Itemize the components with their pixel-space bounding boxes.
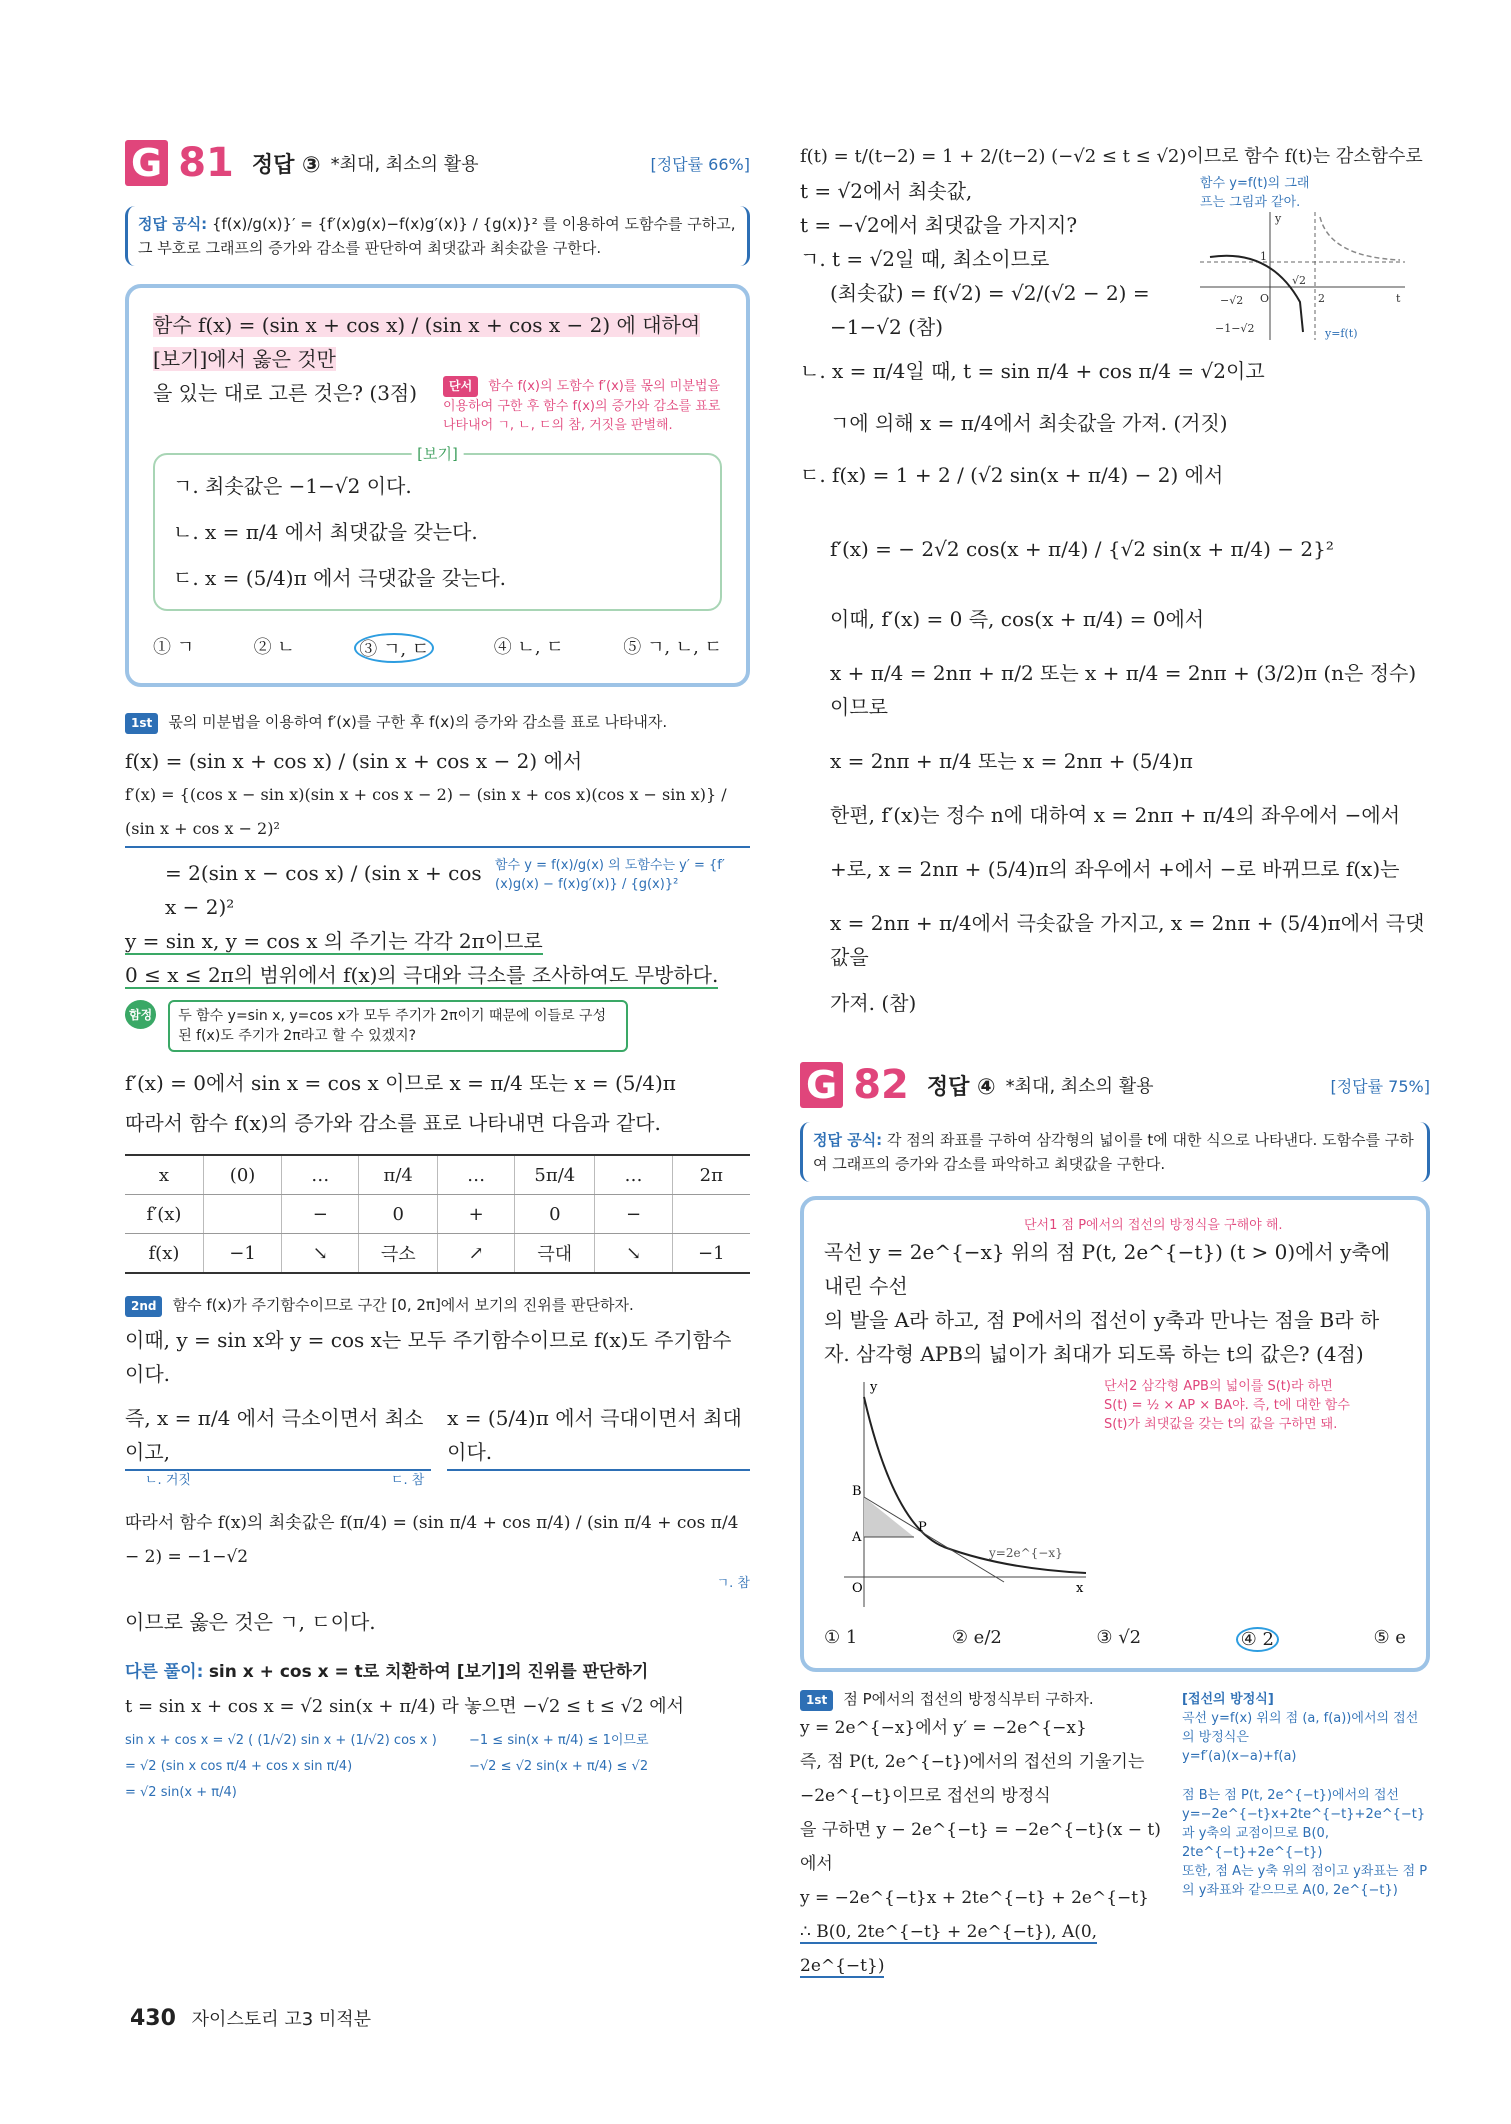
q82-choice-4: ④ 2 [1236,1627,1279,1652]
q81-step2-label: 2nd [125,1296,162,1317]
table-cell: 0 [515,1195,595,1234]
q82-s-l5 [800,1915,1170,1983]
q82-side-4: 또한, 점 A는 y축 위의 점이고 y좌표는 점 P의 y좌표와 같으므로 A(0, 2e^{−t}) [1182,1864,1428,1898]
q81-choice-1: ① ㄱ [153,637,195,658]
r-l6: ㄴ. x = π/4일 때, t = sin π/4 + cos π/4 = √2이고 [800,359,1265,383]
q82-side-2: y=f′(a)(x−a)+f(a) [1182,1749,1297,1764]
q82-step1-label: 1st [800,1690,833,1711]
q81-answer: 정답 ③ [251,152,321,178]
q82-step1-text: 점 P에서의 접선의 방정식부터 구하자. [843,1690,1094,1708]
table-cell: 5π/4 [515,1155,595,1195]
q81-boggi-item-1: ㄱ. 최솟값은 −1−√2 이다. [173,474,412,498]
table-cell: f′(x) [125,1195,203,1234]
table-cell: 0 [359,1195,438,1234]
tick-root2: √2 [1292,274,1307,287]
r-l16: 가져. (참) [830,991,917,1015]
q82-s-l3: 을 구하면 y − 2e^{−t} = −2e^{−t}(x − t)에서 [800,1820,1161,1874]
table-cell: −1 [203,1234,281,1274]
table-cell: −1 [672,1234,750,1274]
q81-number: 81 [178,140,234,186]
q82-formula-text: 각 점의 좌표를 구하여 삼각형의 넓이를 t에 대한 식으로 나타낸다. 도함수를 구하여 그래프의 증가와 감소를 파악하고 최댓값을 구한다. [813,1131,1414,1173]
curve-label: y=2e^{−x} [989,1546,1063,1560]
q82-problem-l3: 자. 삼각형 APB의 넓이가 최대가 되도록 하는 t의 값은? (4점) [824,1342,1364,1366]
q81-s2-tag3: ㄱ. 참 [716,1576,750,1591]
axis-label-t: t [1396,292,1401,305]
q81-s1-l3: = 2(sin x − cos x) / (sin x + cos x − 2)² [165,861,482,919]
q82-formula-label: 정답 공식: [813,1131,883,1149]
q81-problem-box [125,284,750,687]
q82-choices [824,1627,1406,1652]
q81-s2-l4: 따라서 함수 f(x)의 최솟값은 f(π/4) = (sin π/4 + cos π/4) / (sin π/4 + cos π/4 − 2) = −1−√2 [125,1513,739,1567]
q82-side-1: 곡선 y=f(x) 위의 점 (a, f(a))에서의 접선의 방정식은 [1182,1711,1419,1745]
tick-neg-root2: −√2 [1220,294,1244,307]
table-cell: π/4 [359,1155,438,1195]
q81-alt-r2: −√2 ≤ √2 sin(x + π/4) ≤ √2 [469,1759,649,1774]
q81-problem-line1 [153,308,722,376]
point-b-label: B [852,1484,862,1499]
q82-problem-box [800,1196,1430,1672]
q81-hint [125,1000,750,1052]
axis-label-y: y [1275,212,1282,225]
q81-s2-l3 [125,1401,750,1471]
q81-s2-l1: 이때, y = sin x와 y = cos x는 모두 주기함수이므로 f(x)도 주기함수 [125,1328,732,1352]
q81-boggi-box [153,445,722,611]
table-cell: 극대 [515,1234,595,1274]
table-cell: ↘ [282,1234,359,1274]
q82-choice-1: ① 1 [824,1627,858,1648]
q81-formula-label: 정답 공식: [138,215,208,233]
q82-number: 82 [853,1062,909,1108]
q81-s1-l6: f′(x) = 0에서 sin x = cos x 이므로 x = π/4 또는 x = (5/4)π [125,1071,676,1095]
r-graph [1200,212,1410,342]
q81-step2-text: 함수 f(x)가 주기함수이므로 구간 [0, 2π]에서 보기의 진위를 판단하자. [172,1296,634,1314]
q81-step2 [125,1296,750,1317]
q81-choice-2: ② ㄴ [253,637,295,658]
table-cell [672,1195,750,1234]
r-l11: x + π/4 = 2nπ + π/2 또는 x + π/4 = 2nπ + (3/2)π (n은 정수)이므로 [830,661,1417,719]
table-cell: − [595,1195,672,1234]
tick-1: 1 [1260,250,1267,263]
r-l4: ㄱ. t = √2일 때, 최소이므로 [800,247,1050,271]
q81-s1-l2: f′(x) = {(cos x − sin x)(sin x + cos x − 2) − (sin x + cos x)(cos x − sin x)} / (sin x + cos x − 2)² [125,778,750,848]
tangent-line [864,1497,1004,1582]
q81-s1-l4 [125,924,750,958]
r-l7: ㄱ에 의해 x = π/4에서 최솟값을 가져. (거짓) [830,411,1228,435]
q81-clue-label: 단서 [443,376,478,397]
q81-s1-l5-text: 0 ≤ x ≤ 2π의 범위에서 f(x)의 극대와 극소를 조사하여도 무방하다. [125,963,719,987]
q82-sidenotes [1182,1690,1430,1983]
page-number: 430 [130,2006,176,2031]
q81-s2-tag1: ㄴ. 거짓 [145,1473,191,1488]
table-row [125,1155,750,1195]
q82-problem-l2: 의 발을 A라 하고, 점 P에서의 접선이 y축과 만나는 점을 B라 하 [824,1308,1380,1332]
q81-choice-5: ⑤ ㄱ, ㄴ, ㄷ [623,637,722,658]
table-cell: ↗ [438,1234,515,1274]
q81-boggi-item-2: ㄴ. x = π/4 에서 최댓값을 갖는다. [173,520,478,544]
q82-figure [824,1377,1094,1617]
q82-side-title: [접선의 방정식] [1182,1692,1274,1707]
table-cell: ↘ [595,1234,672,1274]
q81-header [125,140,750,186]
r-l9: f′(x) = − 2√2 cos(x + π/4) / {√2 sin(x + π/4) − 2}² [830,537,1334,561]
q81-s1-l4-text: y = sin x, y = cos x 의 주기는 각각 2π이므로 [125,929,543,953]
q81-problem-line2: 을 있는 대로 고른 것은? (3점) [153,381,418,405]
r-l1: f(t) = t/(t−2) = 1 + 2/(t−2) (−√2 ≤ t ≤ √2)이므로 함수 f(t)는 감소함수로 [800,146,1423,167]
q82-s-l5-text: ∴ B(0, 2te^{−t} + 2e^{−t}), A(0, 2e^{−t}) [800,1922,1098,1976]
q81-s2-l3a: 즉, x = π/4 에서 극소이면서 최소이고, [125,1401,431,1471]
tick-origin: O [1260,292,1270,305]
table-cell: (0) [203,1155,281,1195]
q81-alt-range [469,1728,750,1806]
tick-2: 2 [1318,292,1325,305]
table-cell: − [282,1195,359,1234]
q82-side-3: 점 B는 점 P(t, 2e^{−t})에서의 접선 y=−2e^{−t}x+2te^{−t}+2e^{−t}과 y축의 교점이므로 B(0, 2te^{−t}+2e^{−t}) [1182,1788,1426,1860]
r-l12: x = 2nπ + π/4 또는 x = 2nπ + (5/4)π [830,749,1193,773]
q82-clue2-a: 단서2 삼각형 APB의 넓이를 S(t)라 하면 [1104,1379,1333,1394]
q81-s2-tags [125,1471,750,1490]
curve-label: y=f(t) [1325,327,1358,340]
book-title: 자이스토리 고3 미적분 [191,2009,372,2030]
q81-alt-n1: sin x + cos x = √2 ( (1/√2) sin x + (1/√2) cos x ) [125,1733,437,1748]
q82-choice-3: ③ √2 [1096,1627,1142,1648]
table-cell: f(x) [125,1234,203,1274]
q81-alt-label: 다른 풀이: [125,1662,204,1682]
q81-problem-text1: 함수 f(x) = (sin x + cos x) / (sin x + cos x − 2) 에 대하여 [보기]에서 옳은 것만 [153,313,701,371]
table-cell: + [438,1195,515,1234]
left-column [125,140,750,1806]
curve-right [1320,217,1400,260]
q81-s2-l5: 이므로 옳은 것은 ㄱ, ㄷ이다. [125,1610,376,1634]
r-l3: t = −√2에서 최댓값을 가지지? [800,213,1078,237]
q81-formula-expr: {f(x)/g(x)}′ = {f′(x)g(x)−f(x)g′(x)} / {g(x)}² [211,215,538,233]
q81-alt-header [125,1657,750,1682]
q81-alt-r1: −1 ≤ sin(x + π/4) ≤ 1이므로 [469,1733,649,1748]
q81-boggi-item-3: ㄷ. x = (5/4)π 에서 극댓값을 갖는다. [173,566,507,590]
q81-clue [443,376,722,435]
q81-alt-notes [125,1728,455,1806]
q81-s1-l7: 따라서 함수 f(x)의 증가와 감소를 표로 나타내면 다음과 같다. [125,1111,661,1135]
table-cell [203,1195,281,1234]
q82-s-l2: 즉, 점 P(t, 2e^{−t})에서의 접선의 기울기는 −2e^{−t}이므로 접선의 방정식 [800,1752,1145,1806]
point-p-label: P [918,1520,927,1535]
table-row [125,1234,750,1274]
table-row [125,1195,750,1234]
r-l13: 한편, f′(x)는 정수 n에 대하여 x = 2nπ + π/4의 좌우에서 −에서 [830,803,1401,827]
r-l15: x = 2nπ + π/4에서 극솟값을 가지고, x = 2nπ + (5/4)π에서 극댓값을 [830,911,1425,969]
q81-alt-n3: = √2 sin(x + π/4) [125,1785,237,1800]
q81-sign-table [125,1154,750,1274]
q81-choice-4: ④ ㄴ, ㄷ [493,637,564,658]
r-graph-block [1200,174,1420,346]
q82-clue2-c: S(t)가 최댓값을 갖는 t의 값을 구하면 돼. [1104,1417,1338,1432]
q82-step1 [800,1690,1170,1711]
r-graph-note: 함수 y=f(t)의 그래프는 그림과 같아. [1200,176,1310,210]
origin-label: O [852,1581,863,1596]
footer [130,2005,371,2031]
q82-rate: [정답률 75%] [1330,1076,1430,1096]
tick-neg1-root2: −1−√2 [1215,322,1255,335]
q82-clue2 [1104,1377,1406,1617]
q82-answer: 정답 ④ [926,1074,996,1100]
q81-choices [153,633,722,663]
r-l8: ㄷ. f(x) = 1 + 2 / (√2 sin(x + π/4) − 2) 에서 [800,463,1224,487]
q82-clue2-b: S(t) = ½ × AP × BA야. 즉, t에 대한 함수 [1104,1398,1350,1413]
q81-s1-note: 함수 y = f(x)/g(x) 의 도함수는 y′ = {f′(x)g(x) − f(x)g′(x)} / {g(x)}² [495,858,725,892]
q82-formula-box [800,1122,1430,1182]
q81-alt-n2: = √2 (sin x cos π/4 + cos x sin π/4) [125,1759,353,1774]
q81-step1 [125,713,750,734]
r-l14: +로, x = 2nπ + (5/4)π의 좌우에서 +에서 −로 바뀌므로 f(x)는 [830,857,1400,881]
table-cell: … [438,1155,515,1195]
q81-clue-text: 함수 f(x)의 도함수 f′(x)를 몫의 미분법을 이용하여 구한 후 함수 f(x)의 증가와 감소를 표로 나타내어 ㄱ, ㄴ, ㄷ의 참, 거짓을 판별해. [443,379,721,433]
table-cell: … [282,1155,359,1195]
q82-topic: *최대, 최소의 활용 [1005,1076,1154,1097]
q81-formula-text1: 를 이용하여 도함수를 구하고, [542,215,736,233]
right-column [800,140,1430,1983]
q81-s2-l3b: x = (5/4)π 에서 극대이면서 최대이다. [447,1401,750,1471]
r-l5: (최솟값) = f(√2) = √2/(√2 − 2) = −1−√2 (참) [830,281,1150,339]
q82-s-l4: y = −2e^{−t}x + 2te^{−t} + 2e^{−t} [800,1888,1149,1908]
point-a-label: A [852,1530,862,1545]
q82-choice-5: ⑤ e [1373,1627,1406,1648]
axis-y-label: y [870,1380,878,1395]
q81-step1-label: 1st [125,713,158,734]
q81-alt-title: sin x + cos x = t로 치환하여 [보기]의 진위를 판단하기 [208,1662,649,1682]
q81-s2-tag2: ㄷ. 참 [390,1473,425,1488]
q81-choice-3: ③ ㄱ, ㄷ [354,633,434,663]
table-cell: … [595,1155,672,1195]
q81-rate: [정답률 66%] [650,154,750,174]
q82-header [800,1062,1430,1108]
r-l10: 이때, f′(x) = 0 즉, cos(x + π/4) = 0에서 [830,607,1205,631]
q81-badge: G [125,140,168,186]
q81-s1-l5 [125,958,750,992]
q82-problem-l1: 곡선 y = 2e^{−x} 위의 점 P(t, 2e^{−t}) (t > 0)에서 y축에 내린 수선 [824,1240,1391,1298]
q82-badge: G [800,1062,843,1108]
q82-s-l1: y = 2e^{−x}에서 y′ = −2e^{−x} [800,1718,1087,1738]
q81-s2-l2: 이다. [125,1362,170,1386]
q81-formula-text2: 그 부호로 그래프의 증가와 감소를 판단하여 최댓값과 최솟값을 구한다. [138,239,602,257]
r-l2: t = √2에서 최솟값, [800,179,973,203]
q82-choice-2: ② e/2 [951,1627,1002,1648]
q81-s1-l1: f(x) = (sin x + cos x) / (sin x + cos x − 2) 에서 [125,749,583,773]
q81-hint-label: 함정 [125,1000,156,1029]
q81-topic: *최대, 최소의 활용 [330,154,479,175]
table-cell: 극소 [359,1234,438,1274]
q81-hint-text: 두 함수 y=sin x, y=cos x가 모두 주기가 2π이기 때문에 이들로 구성된 f(x)도 주기가 2π라고 할 수 있겠지? [168,1000,628,1052]
q81-alt-l1: t = sin x + cos x = √2 sin(x + π/4) 라 놓으면 −√2 ≤ t ≤ √2 에서 [125,1696,685,1717]
q81-step1-text: 몫의 미분법을 이용하여 f′(x)를 구한 후 f(x)의 증가와 감소를 표로 나타내자. [168,713,668,731]
table-cell: 2π [672,1155,750,1195]
axis-x-label: x [1076,1581,1084,1596]
table-cell: x [125,1155,203,1195]
triangle-apb [864,1497,914,1537]
q82-clue1: 단서1 점 P에서의 접선의 방정식을 구해야 해. [1024,1218,1283,1233]
q81-formula-box [125,206,750,266]
q81-boggi-title: [보기] [411,443,464,464]
